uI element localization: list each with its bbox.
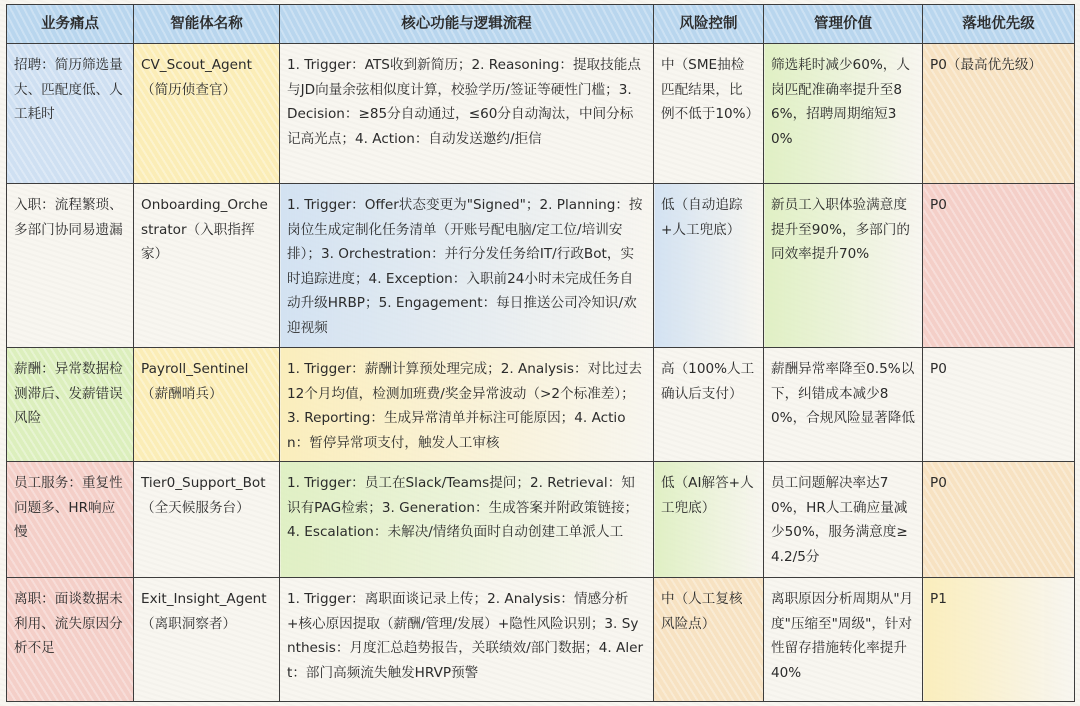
cell-flow: 1. Trigger：Offer状态变更为"Signed"；2. Planning：按岗位生成定制化任务清单（开账号配电脑/定工位/培训安排）；3. Orchestration：并行分发任务给IT/行政Bot，实时追踪进度；4. Exception：入职前24小时未完成任务自动升级HRBP；5. Engagement：每日推送公司冷知识/欢迎视频 xyxy=(280,184,654,348)
cell-agent: Onboarding_Orchestrator（入职指挥家） xyxy=(134,184,280,348)
cell-agent: Exit_Insight_Agent（离职洞察者） xyxy=(134,578,280,702)
cell-risk: 中（SME抽检匹配结果，比例不低于10%） xyxy=(654,44,764,184)
cell-value: 筛选耗时减少60%，人岗匹配准确率提升至86%，招聘周期缩短30% xyxy=(764,44,923,184)
table-row xyxy=(7,462,1075,578)
header-agent: 智能体名称 xyxy=(134,5,280,44)
header-value: 管理价值 xyxy=(764,5,923,44)
cell-priority: P0 xyxy=(923,462,1075,578)
cell-agent: Tier0_Support_Bot（全天候服务台） xyxy=(134,462,280,578)
table-row xyxy=(7,44,1075,184)
table-row xyxy=(7,578,1075,702)
cell-pain: 员工服务：重复性问题多、HR响应慢 xyxy=(7,462,134,578)
cell-flow: 1. Trigger：ATS收到新简历；2. Reasoning：提取技能点与JD向量余弦相似度计算，校验学历/签证等硬性门槛；3. Decision：≥85分自动通过，≤60分自动淘汰，中间分标记高光点；4. Action：自动发送邀约/拒信 xyxy=(280,44,654,184)
cell-pain: 离职：面谈数据未利用、流失原因分析不足 xyxy=(7,578,134,702)
cell-flow: 1. Trigger：员工在Slack/Teams提问；2. Retrieval：知识有PAG检索；3. Generation：生成答案并附政策链接；4. Escalation：未解决/情绪负面时自动创建工单派人工 xyxy=(280,462,654,578)
header-flow: 核心功能与逻辑流程 xyxy=(280,5,654,44)
table-row xyxy=(7,348,1075,462)
header-priority: 落地优先级 xyxy=(923,5,1075,44)
cell-agent: Payroll_Sentinel（薪酬哨兵） xyxy=(134,348,280,462)
cell-risk: 中（人工复核风险点） xyxy=(654,578,764,702)
table-row xyxy=(7,184,1075,348)
cell-priority: P0 xyxy=(923,348,1075,462)
cell-risk: 高（100%人工确认后支付） xyxy=(654,348,764,462)
cell-flow: 1. Trigger：离职面谈记录上传；2. Analysis：情感分析+核心原因提取（薪酬/管理/发展）+隐性风险识别；3. Synthesis：月度汇总趋势报告，关联绩效/部门数据；4. Alert：部门高频流失触发HRVP预警 xyxy=(280,578,654,702)
cell-risk: 低（AI解答+人工兜底） xyxy=(654,462,764,578)
cell-value: 员工问题解决率达70%，HR人工确应量减少50%，服务满意度≥4.2/5分 xyxy=(764,462,923,578)
cell-priority: P1 xyxy=(923,578,1075,702)
cell-priority: P0（最高优先级） xyxy=(923,44,1075,184)
cell-pain: 招聘：简历筛选量大、匹配度低、人工耗时 xyxy=(7,44,134,184)
cell-priority: P0 xyxy=(923,184,1075,348)
cell-agent: CV_Scout_Agent（简历侦查官） xyxy=(134,44,280,184)
cell-value: 薪酬异常率降至0.5%以下，纠错成本减少80%，合规风险显著降低 xyxy=(764,348,923,462)
header-row xyxy=(7,5,1075,44)
cell-pain: 薪酬：异常数据检测滞后、发薪错误风险 xyxy=(7,348,134,462)
cell-value: 新员工入职体验满意度提升至90%，多部门的同效率提升70% xyxy=(764,184,923,348)
cell-risk: 低（自动追踪+人工兜底） xyxy=(654,184,764,348)
header-pain: 业务痛点 xyxy=(7,5,134,44)
header-risk: 风险控制 xyxy=(654,5,764,44)
cell-pain: 入职：流程繁琐、多部门协同易遗漏 xyxy=(7,184,134,348)
cell-value: 离职原因分析周期从"月度"压缩至"周级"，针对性留存措施转化率提升40% xyxy=(764,578,923,702)
agent-table xyxy=(6,4,1075,702)
cell-flow: 1. Trigger：薪酬计算预处理完成；2. Analysis：对比过去12个月均值，检测加班费/奖金异常波动（>2个标准差）；3. Reporting：生成异常清单并标注可能原因；4. Action：暂停异常项支付，触发人工审核 xyxy=(280,348,654,462)
